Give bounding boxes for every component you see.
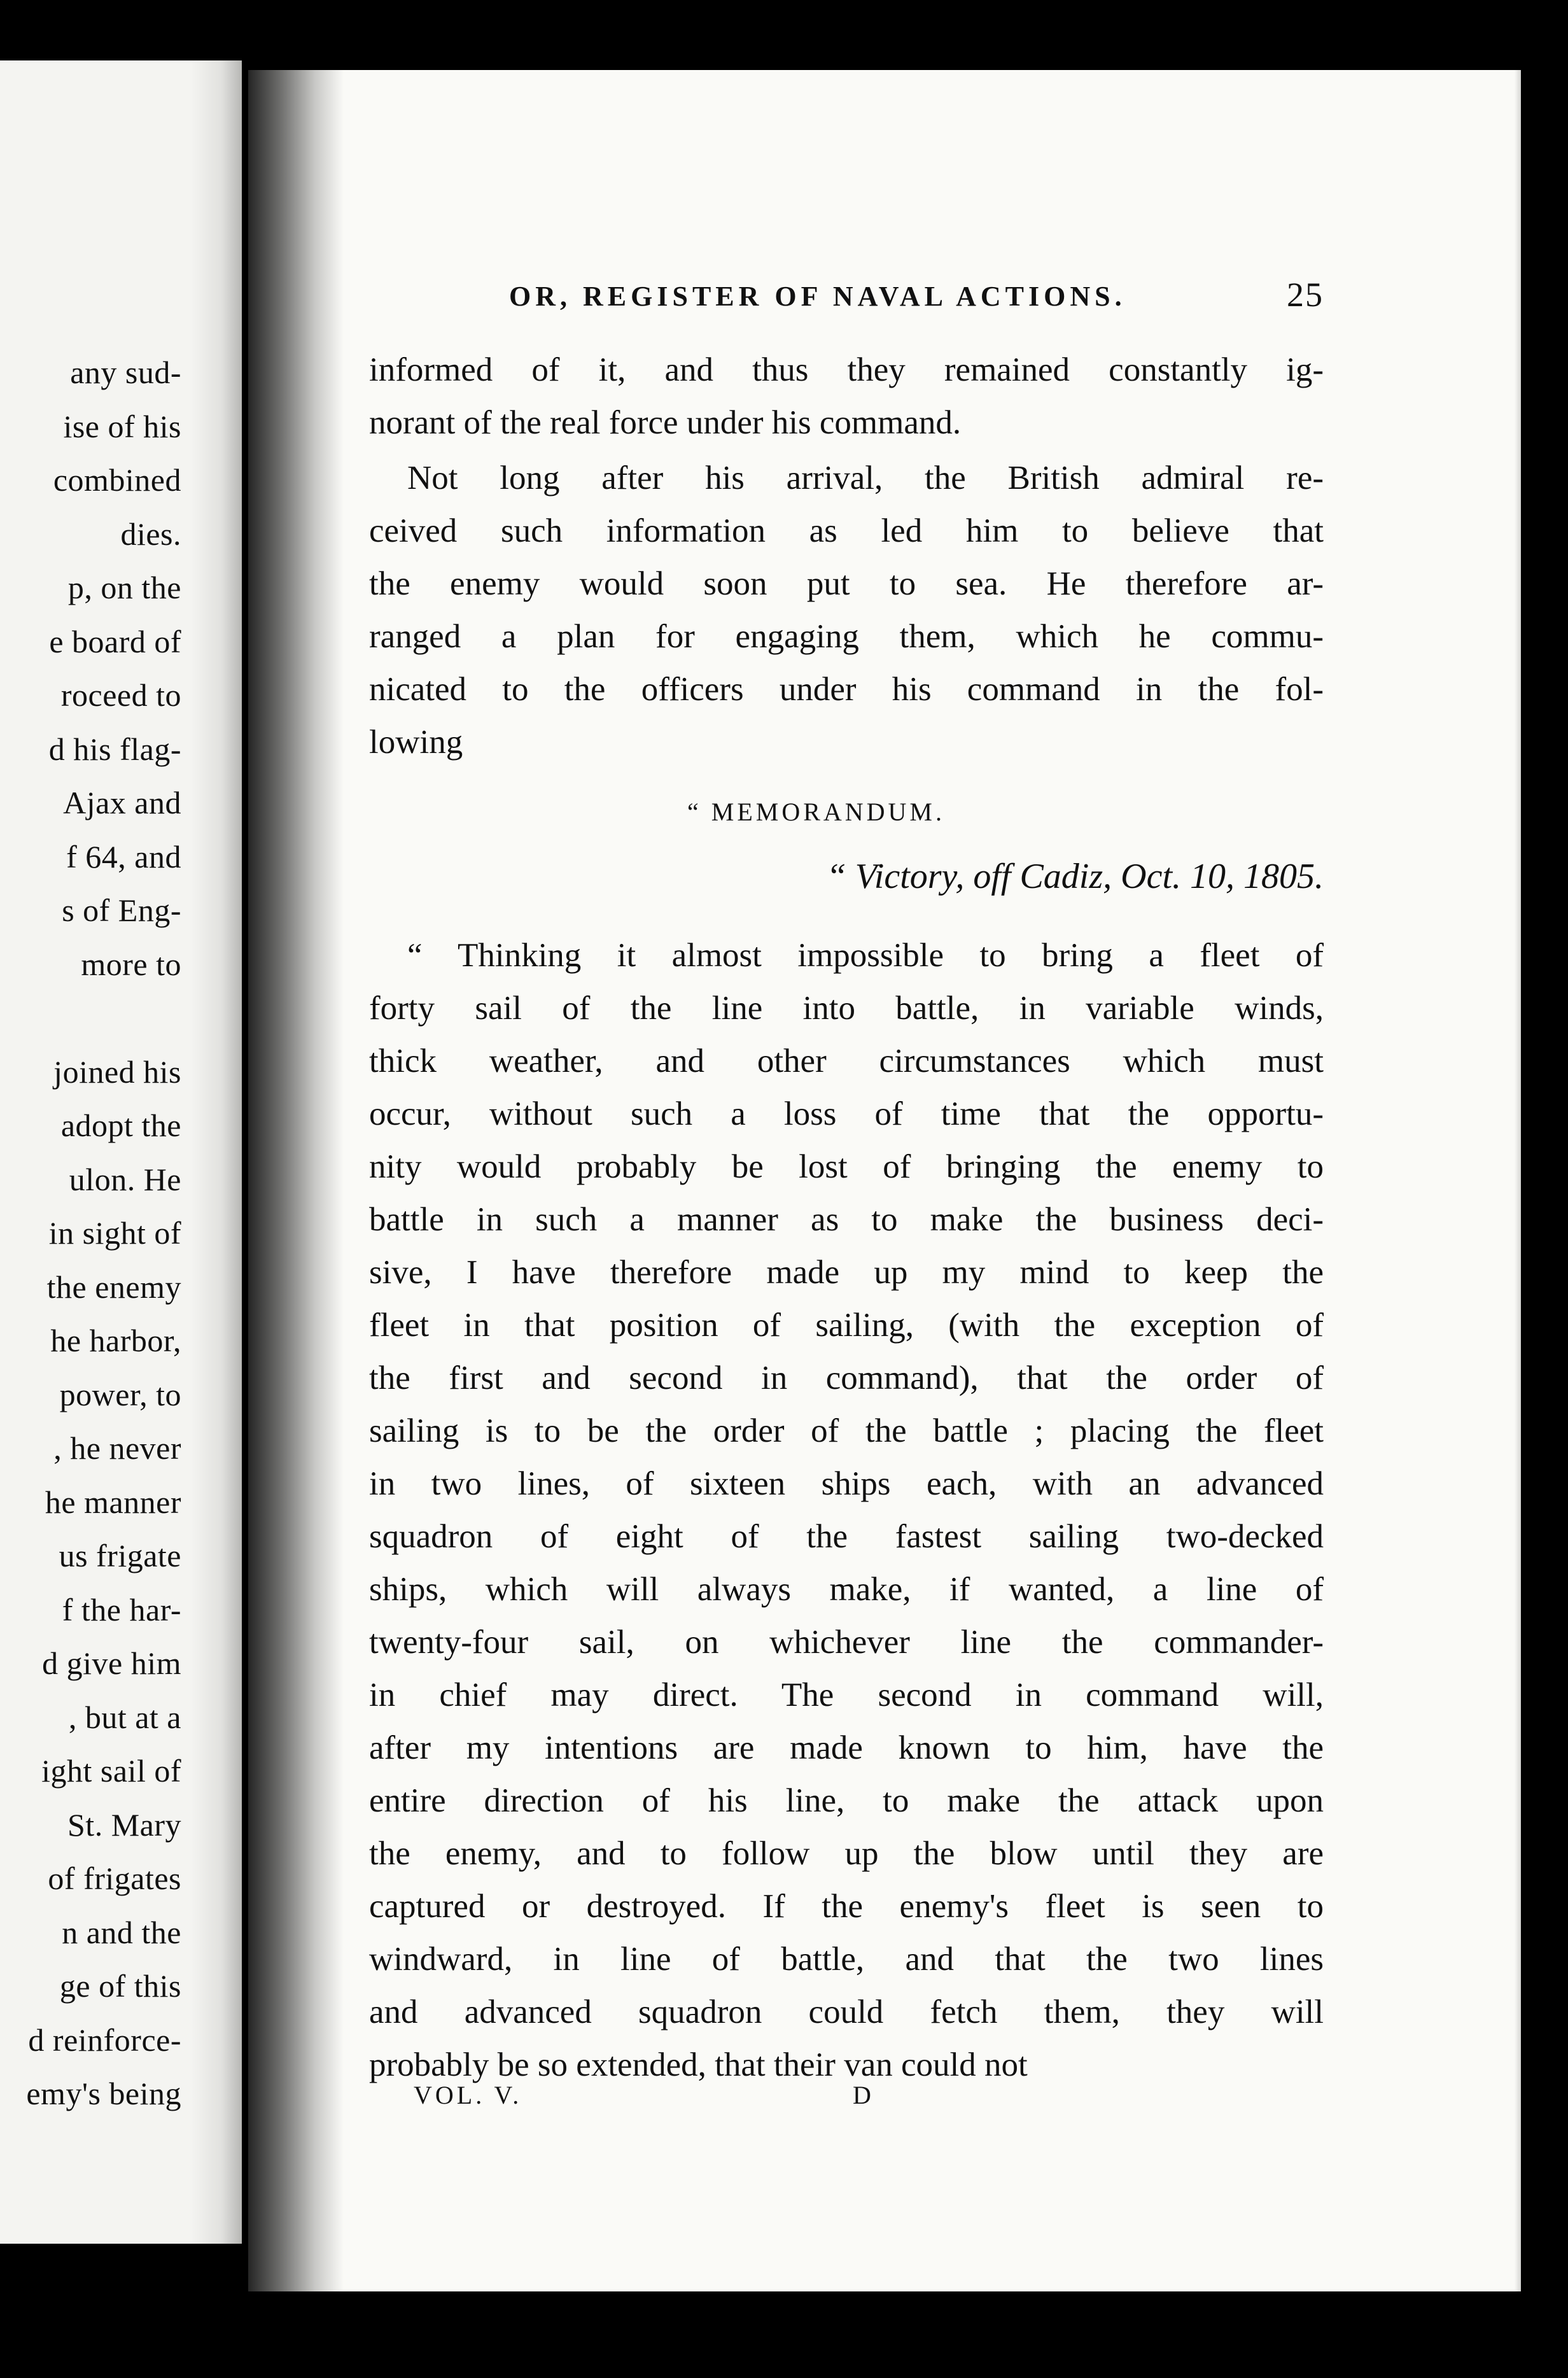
text-line: captured or destroyed. If the enemy's fleet is seen to — [369, 1888, 1324, 1925]
left-page-line: d reinforce- — [28, 2022, 181, 2058]
text-line: after my intentions are made known to him, have the — [369, 1729, 1324, 1766]
text-line: informed of it, and thus they remained constantly ig- — [369, 351, 1324, 388]
left-page-line: St. Mary — [67, 1806, 181, 1843]
left-page-line: , but at a — [68, 1699, 181, 1735]
left-page-line: any sud- — [70, 355, 181, 390]
left-page-line: combined — [53, 462, 181, 498]
text-line: squadron of eight of the fastest sailing two-decked — [369, 1518, 1324, 1555]
text-line: norant of the real force under his command. — [369, 404, 962, 441]
left-page-line: f the har- — [62, 1591, 181, 1628]
left-page-line: p, on the — [67, 570, 181, 605]
text-line: the enemy would soon put to sea. He therefore ar- — [369, 565, 1324, 602]
left-page-line: adopt the — [60, 1108, 181, 1143]
memorandum-heading: “ MEMORANDUM. — [687, 798, 945, 826]
memorandum-dateline: “ Victory, off Cadiz, Oct. 10, 1805. — [826, 857, 1324, 896]
text-line: probably be so extended, that their van could not — [369, 2046, 1028, 2083]
left-page-line: f 64, and — [66, 838, 181, 875]
left-page-line: d his flag- — [48, 731, 181, 767]
left-page-line: ulon. He — [69, 1161, 181, 1197]
text-line: thick weather, and other circumstances which must — [369, 1043, 1324, 1080]
text-line: fleet in that position of sailing, (with the exception of — [369, 1307, 1324, 1344]
text-line: occur, without such a loss of time that the opportu- — [369, 1095, 1324, 1132]
text-line: forty sail of the line into battle, in variable winds, — [369, 990, 1324, 1027]
text-line: entire direction of his line, to make the attack upon — [369, 1782, 1324, 1819]
right-page-edge-shadow — [1515, 70, 1527, 2291]
left-page-line: he harbor, — [50, 1323, 181, 1358]
text-line: twenty-four sail, on whichever line the commander- — [369, 1624, 1324, 1661]
text-line: “ Thinking it almost impossible to bring a fleet of — [407, 937, 1324, 974]
text-line: nity would probably be lost of bringing the enemy to — [369, 1148, 1324, 1185]
left-page-line: ise of his — [63, 408, 181, 444]
footer-signature-mark: D — [853, 2081, 871, 2109]
left-page-line: the enemy — [46, 1269, 181, 1305]
left-page-line: dies. — [120, 516, 181, 552]
footer-volume: VOL. V. — [414, 2081, 522, 2109]
text-line: ceived such information as led him to believe that — [369, 512, 1324, 549]
text-line: in chief may direct. The second in command will, — [369, 1677, 1324, 1713]
left-page-line: joined his — [53, 1053, 181, 1090]
text-line: ships, which will always make, if wanted, a line of — [369, 1571, 1324, 1608]
left-page-line: e board of — [49, 623, 181, 659]
left-page-line: ge of this — [59, 1968, 181, 2004]
left-page-line: more to — [81, 946, 181, 982]
text-line: lowing — [369, 724, 463, 761]
left-page-line: in sight of — [48, 1215, 181, 1251]
left-page-line: power, to — [59, 1376, 181, 1412]
text-line: windward, in line of battle, and that the two lines — [369, 1941, 1324, 1978]
running-head-title: OR, REGISTER OF NAVAL ACTIONS. — [509, 281, 1126, 312]
left-page-line: s of Eng- — [62, 892, 181, 928]
left-page-line: Ajax and — [63, 785, 181, 820]
paragraph-3 — [369, 929, 1324, 2092]
left-page-line: us frigate — [59, 1538, 181, 1573]
left-page-line: emy's being — [26, 2076, 181, 2111]
left-page-line: roceed to — [60, 677, 181, 713]
left-page-gutter-shadow — [191, 60, 242, 2244]
text-line: sive, I have therefore made up my mind to keep the — [369, 1254, 1324, 1291]
left-page-line: ight sail of — [41, 1753, 181, 1789]
text-line: in two lines, of sixteen ships each, with an advanced — [369, 1465, 1324, 1502]
text-line: Not long after his arrival, the British admiral re- — [407, 460, 1324, 496]
left-page-line: of frigates — [48, 1861, 181, 1896]
text-line: battle in such a manner as to make the business deci- — [369, 1201, 1324, 1238]
paragraph-2 — [369, 452, 1324, 769]
left-page-line: d give him — [42, 1645, 181, 1681]
text-line: nicated to the officers under his command in the fol- — [369, 671, 1324, 708]
text-line: the enemy, and to follow up the blow until they are — [369, 1835, 1324, 1872]
left-page-line: n and the — [62, 1914, 181, 1950]
text-line: the first and second in command), that the order of — [369, 1360, 1324, 1397]
paragraph-1 — [369, 344, 1324, 449]
text-line: sailing is to be the order of the battle ; placing the fleet — [369, 1412, 1324, 1449]
text-line: ranged a plan for engaging them, which he commu- — [369, 618, 1324, 655]
page-number: 25 — [1287, 276, 1324, 314]
left-page-line: , he never — [53, 1430, 181, 1466]
left-page-line: he manner — [45, 1484, 181, 1520]
text-line: and advanced squadron could fetch them, they will — [369, 1994, 1324, 2030]
right-page-gutter-shadow — [248, 70, 344, 2291]
